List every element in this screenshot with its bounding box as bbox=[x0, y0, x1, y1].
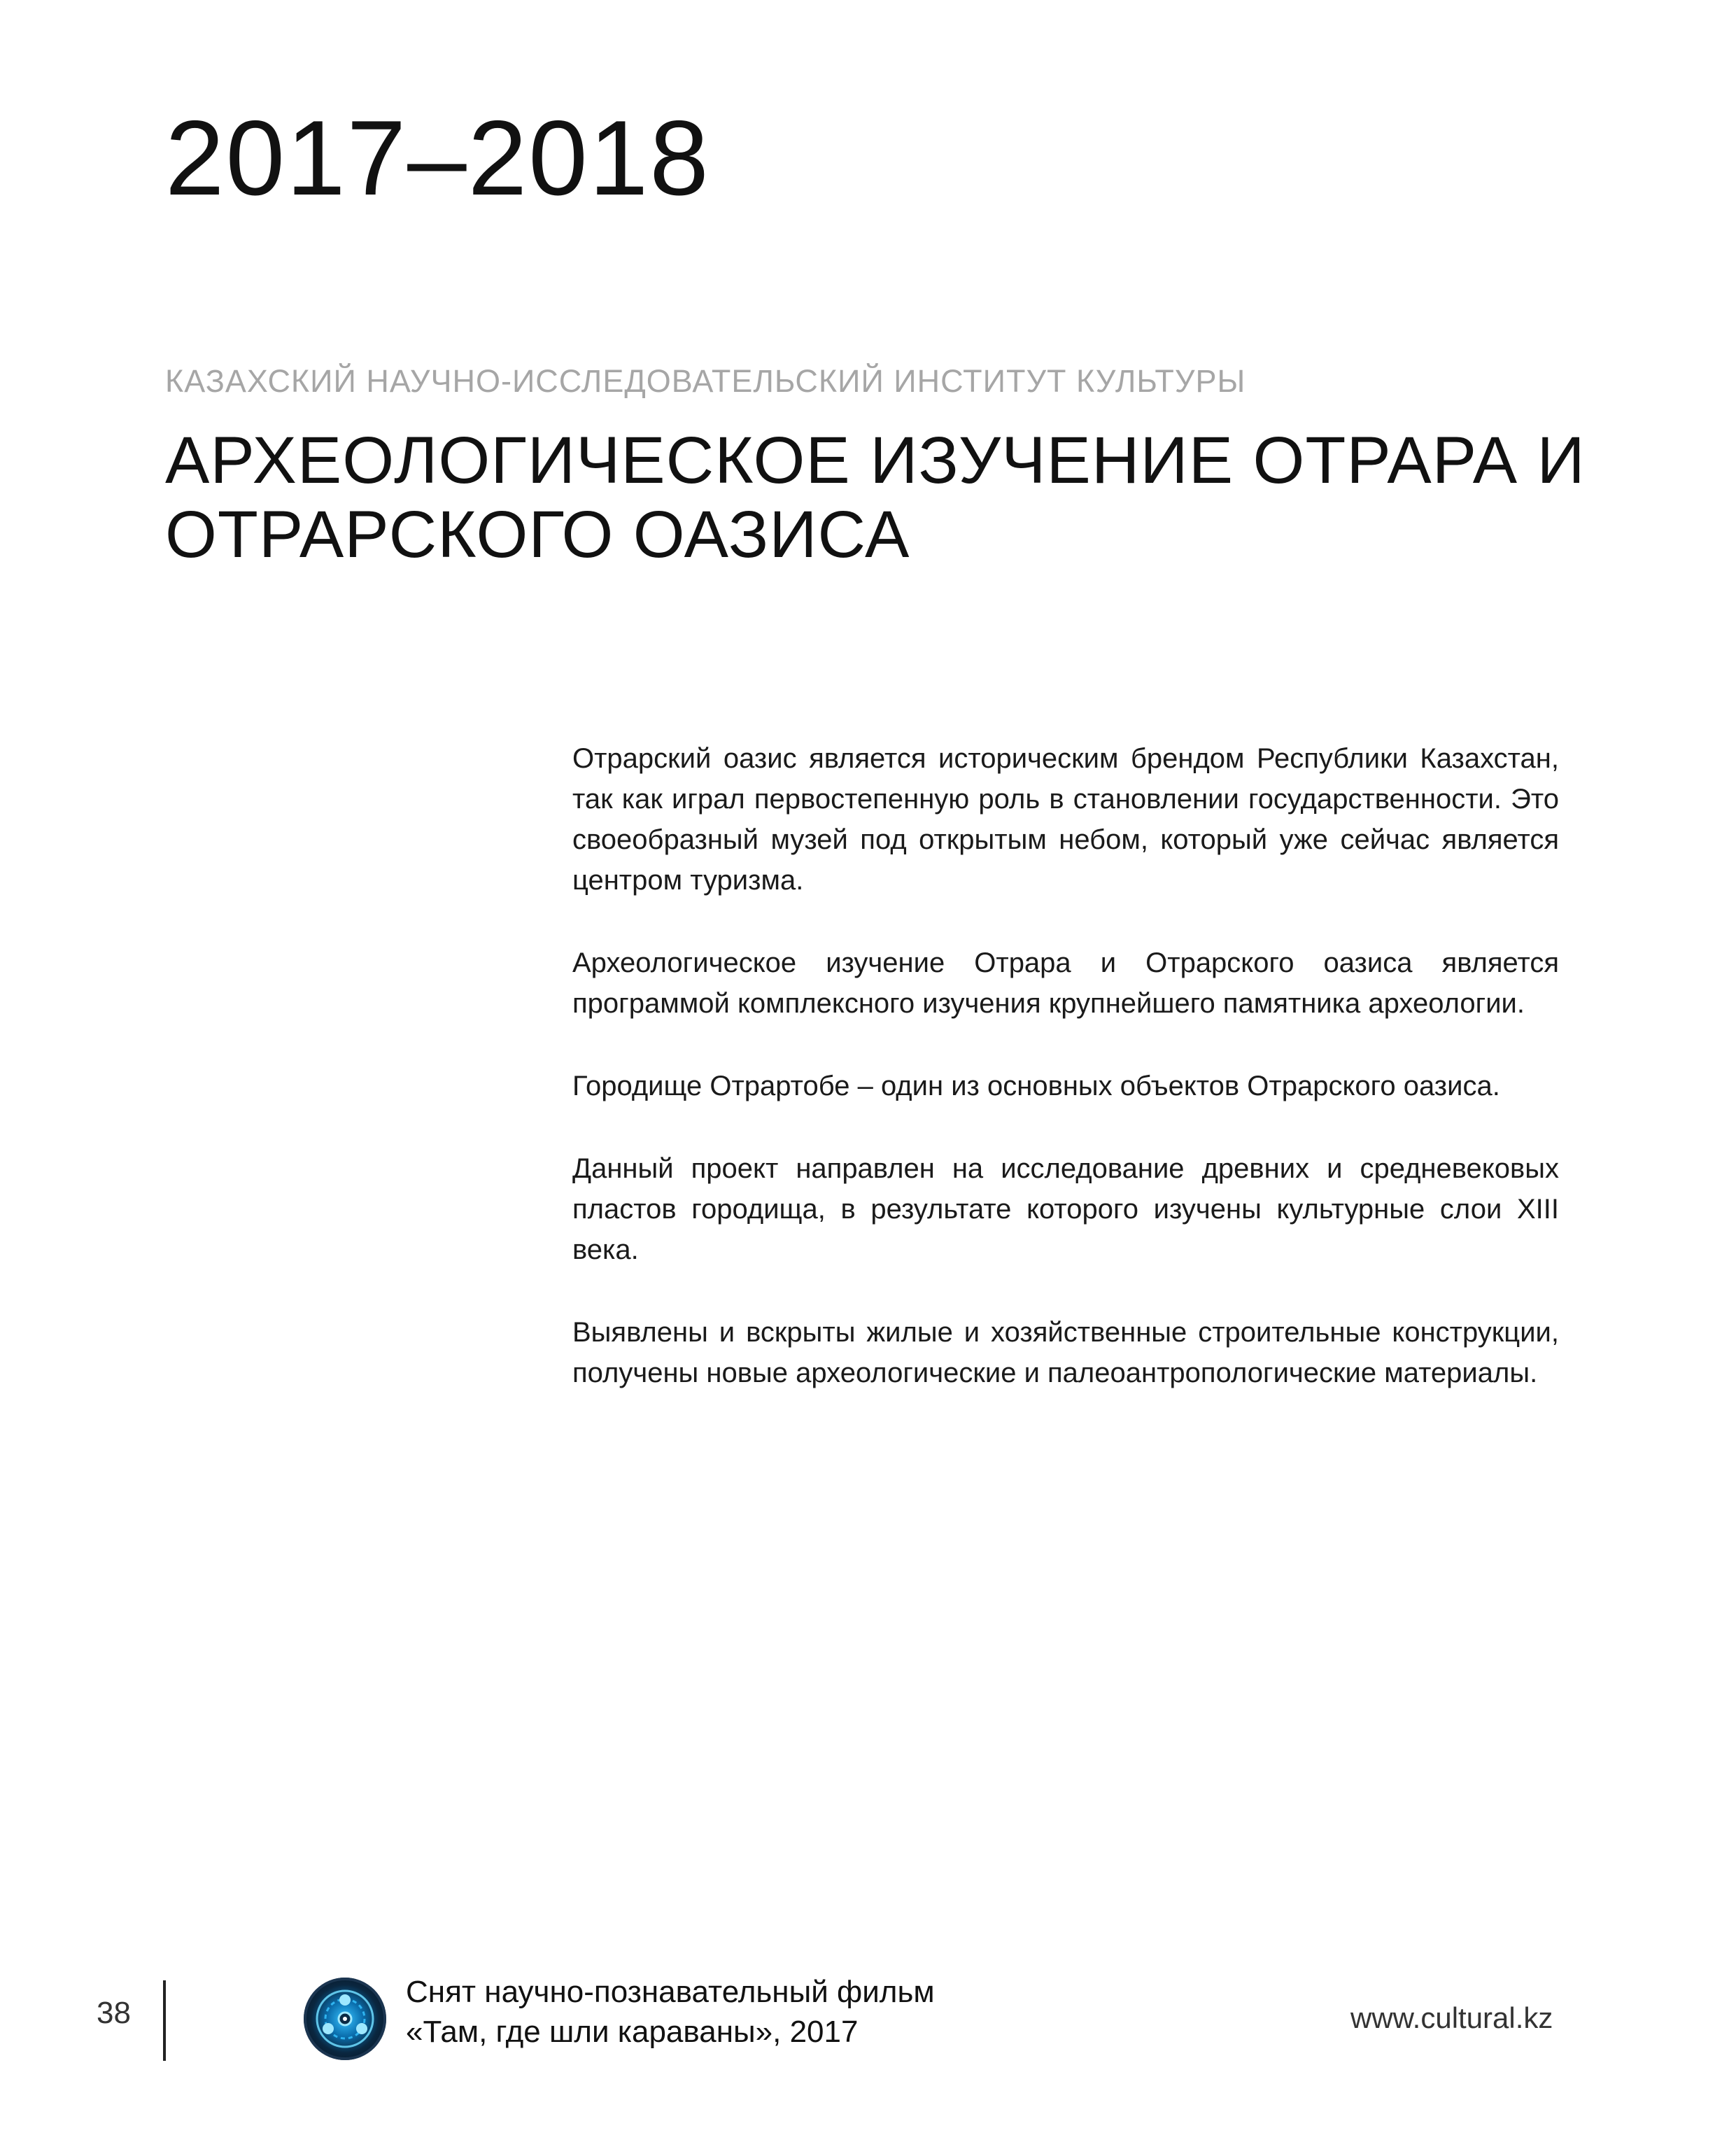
website-link[interactable]: www.cultural.kz bbox=[1350, 2001, 1553, 2034]
paragraph-1: Отрарский оазис является историческим брендом Республики Казахстан, так как играл первостепенную роль в становлении государственности. Это своеобразный музей под открытым небом, который уже сейчас является центром туризма. bbox=[572, 743, 1559, 896]
paragraph-3: Городище Отрартобе – один из основных объектов Отрарского оазиса. bbox=[572, 1071, 1500, 1101]
paragraph-5: Выявлены и вскрыты жилые и хозяйственные строительные конструкции, получены новые археологические и палеоантропологические материалы. bbox=[572, 1317, 1559, 1388]
institute-name: КАЗАХСКИЙ НАУЧНО-ИССЛЕДОВАТЕЛЬСКИЙ ИНСТИТУТ КУЛЬТУРЫ bbox=[165, 363, 1246, 399]
page-years-heading: 2017–2018 bbox=[165, 99, 710, 218]
footer-divider bbox=[163, 1980, 166, 2061]
film-caption-line-2: «Там, где шли караваны», 2017 bbox=[406, 2015, 859, 2050]
paragraph-2: Археологическое изучение Отрара и Отрарского оазиса является программой комплексного изучения крупнейшего памятника археологии. bbox=[572, 947, 1559, 1019]
paragraph-4: Данный проект направлен на исследование древних и средневековых пластов городища, в результате которого изучены культурные слои XIII века. bbox=[572, 1153, 1559, 1265]
film-reel-icon bbox=[304, 1978, 386, 2060]
project-description bbox=[572, 738, 1559, 1435]
page-number: 38 bbox=[97, 1996, 131, 2030]
project-title: АРХЕОЛОГИЧЕСКОЕ ИЗУЧЕНИЕ ОТРАРА И ОТРАРСКОГО ОАЗИСА bbox=[165, 423, 1586, 572]
film-caption-line-1: Снят научно-познавательный фильм bbox=[406, 1975, 935, 2009]
film-caption bbox=[406, 1972, 935, 2052]
film-reel-icon-graphic bbox=[304, 1978, 386, 2060]
